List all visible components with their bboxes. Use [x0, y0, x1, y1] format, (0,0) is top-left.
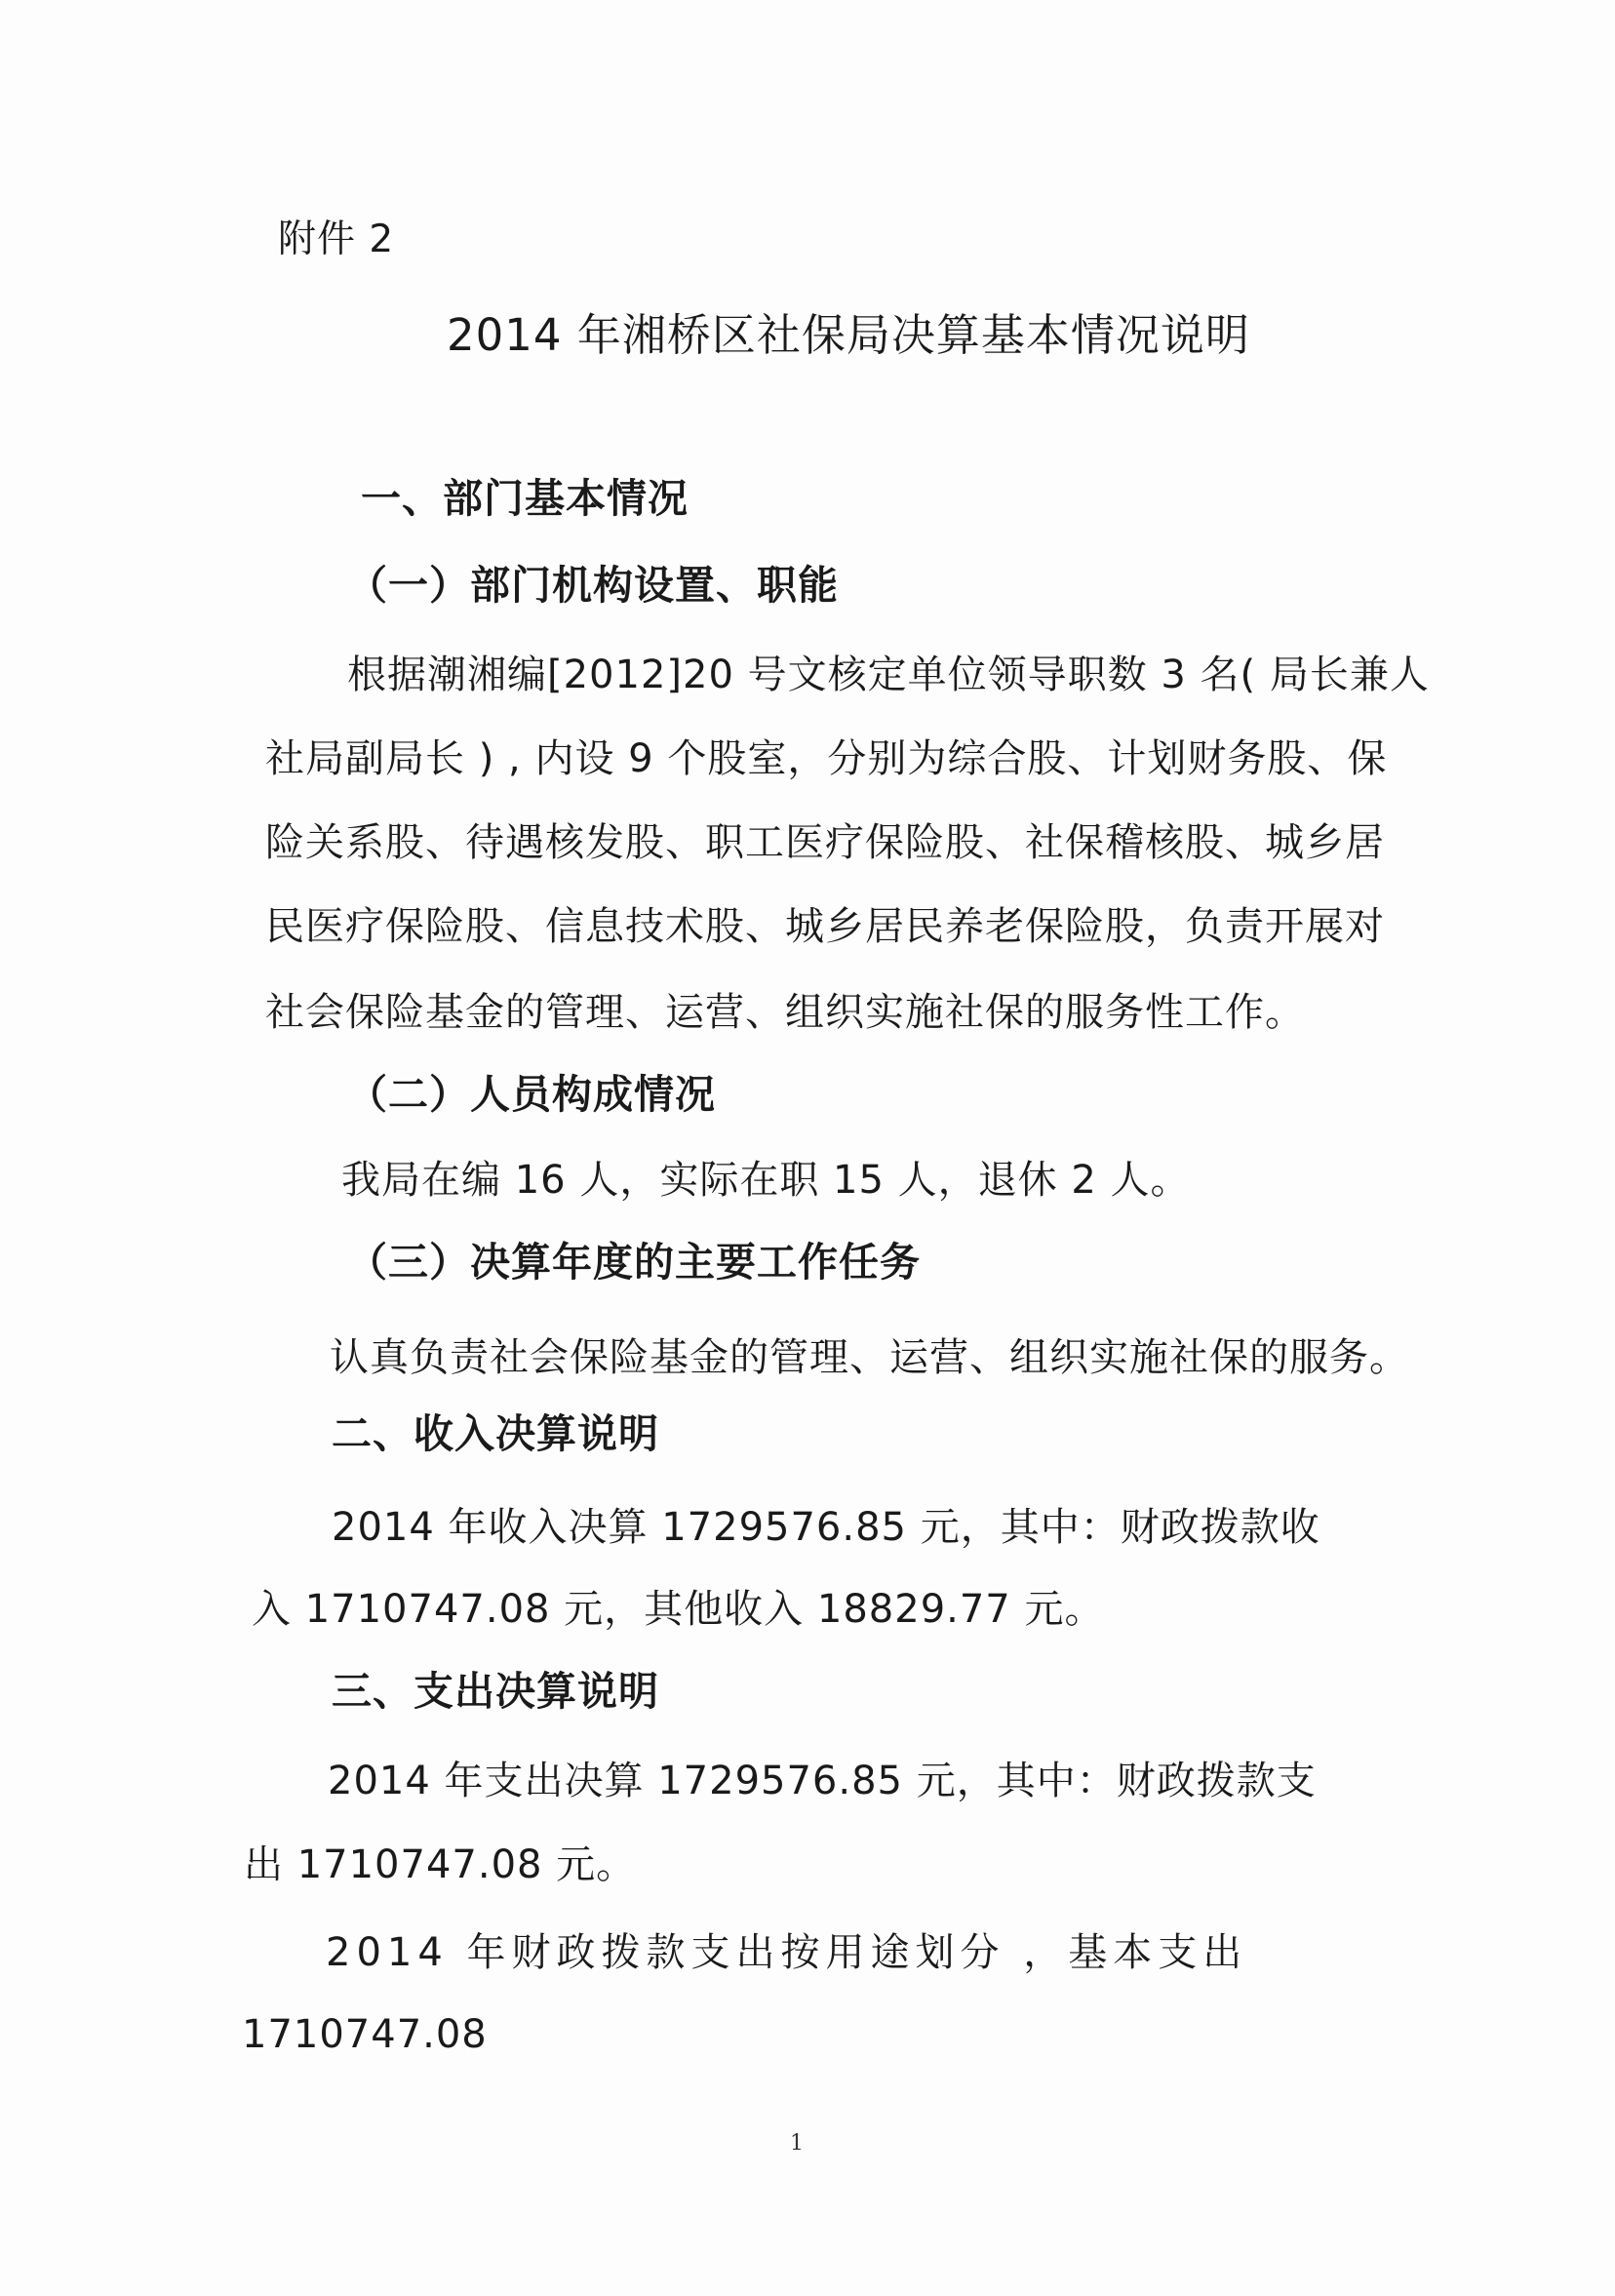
section2-line-1: 2014 年收入决算 1729576.85 元，其中：财政拨款收 [332, 1505, 1320, 1550]
section2-heading: 二、收入决算说明 [332, 1410, 659, 1457]
section2-line-2: 入 1710747.08 元，其他收入 18829.77 元。 [252, 1587, 1105, 1632]
document-title: 2014 年湘桥区社保局决算基本情况说明 [447, 309, 1250, 361]
section3-line-2: 出 1710747.08 元。 [244, 1842, 637, 1887]
section1-sub1-line-1: 根据潮湘编[2012]20 号文核定单位领导职数 3 名( 局长兼人 [347, 653, 1430, 697]
section3-line-3: 2014 年财政拨款支出按用途划分 ，基本支出 [326, 1930, 1248, 1975]
section1-sub3-heading: （三）决算年度的主要工作任务 [347, 1239, 921, 1286]
section1-heading: 一、部门基本情况 [361, 475, 689, 522]
section1-sub2-heading: （二）人员构成情况 [347, 1071, 716, 1118]
section3-line-4: 1710747.08 [242, 2012, 488, 2057]
section1-sub1-heading: （一）部门机构设置、职能 [347, 562, 839, 609]
section3-line-1: 2014 年支出决算 1729576.85 元，其中：财政拨款支 [328, 1759, 1317, 1803]
section1-sub3-line-1: 认真负责社会保险基金的管理、运营、组织实施社保的服务。 [330, 1335, 1409, 1380]
section1-sub1-line-4: 民医疗保险股、信息技术股、城乡居民养老保险股，负责开展对 [265, 904, 1385, 949]
section1-sub1-line-3: 险关系股、待遇核发股、职工医疗保险股、社保稽核股、城乡居 [265, 820, 1385, 865]
attachment-label: 附件 2 [278, 218, 395, 261]
page-number: 1 [790, 2131, 804, 2156]
section3-heading: 三、支出决算说明 [332, 1668, 659, 1715]
section1-sub2-line-1: 我局在编 16 人，实际在职 15 人，退休 2 人。 [341, 1158, 1191, 1203]
section1-sub1-line-2: 社局副局长 ) , 内设 9 个股室，分别为综合股、计划财务股、保 [265, 736, 1388, 781]
section1-sub1-line-5: 社会保险基金的管理、运营、组织实施社保的服务性工作。 [265, 990, 1305, 1035]
